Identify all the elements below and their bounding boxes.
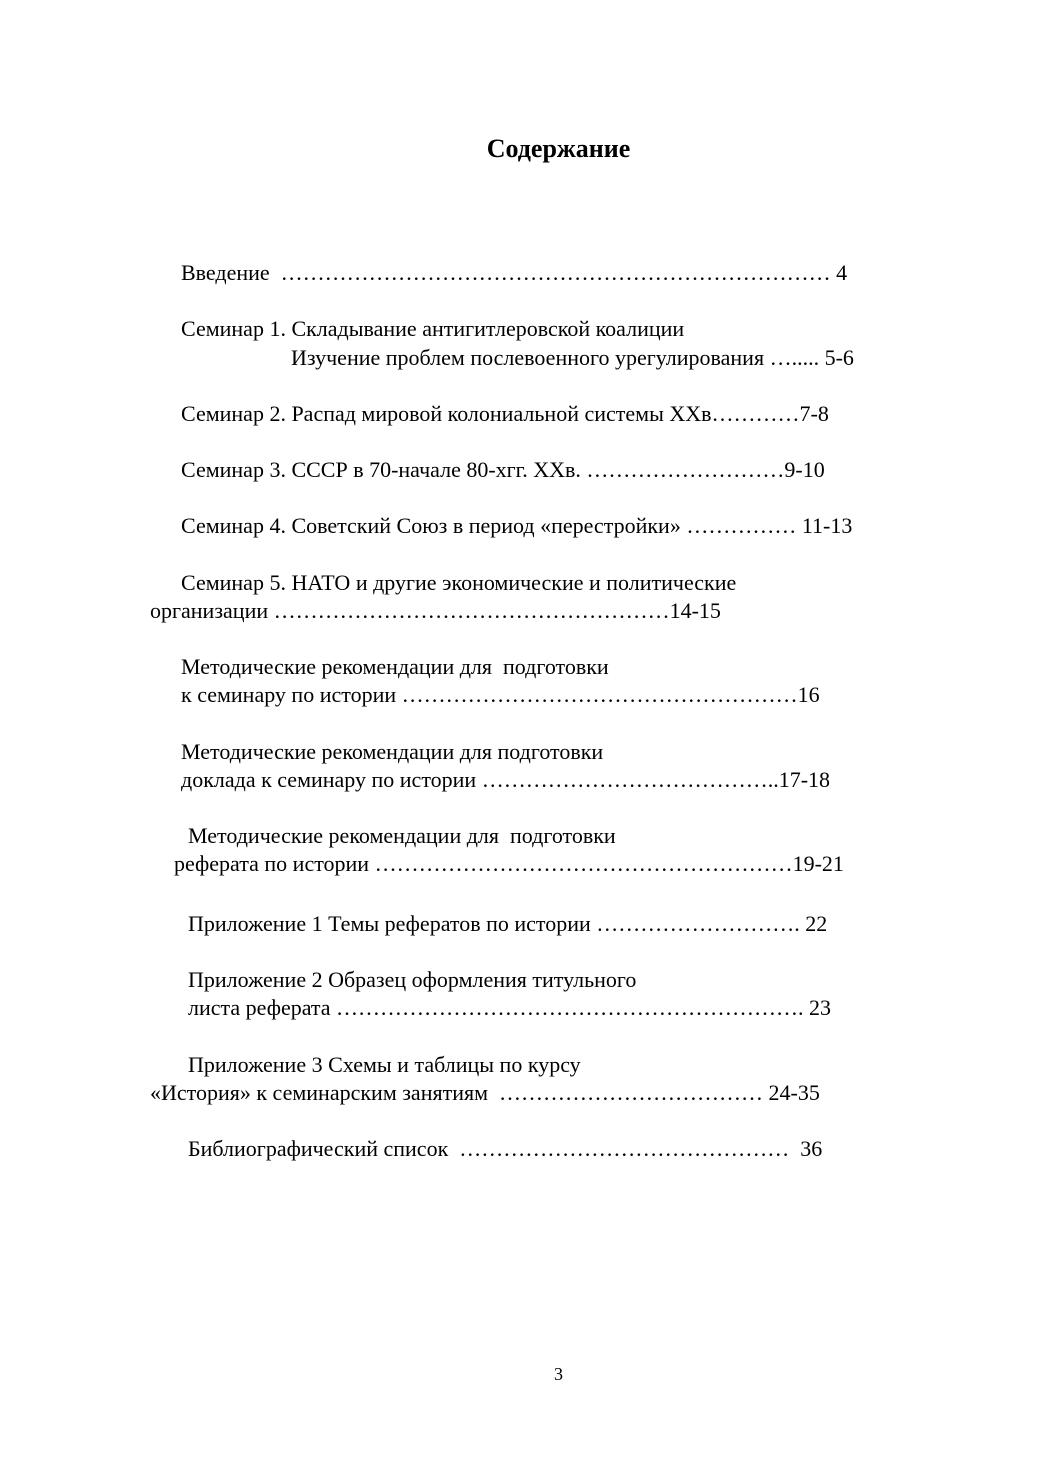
toc-line: Семинар 4. Советский Союз в период «перестройки» …………… 11-13: [181, 513, 853, 538]
toc-line: Семинар 5. НАТО и другие экономические и политические: [181, 570, 737, 595]
toc-line: Семинар 2. Распад мировой колониальной системы XXв…………7-8: [181, 401, 829, 426]
toc-line: реферата по истории …………………………………………………19-21: [174, 851, 844, 876]
page-title: Содержание: [486, 134, 631, 163]
toc-line: Методические рекомендации для подготовки: [181, 654, 609, 679]
toc-line: доклада к семинару по истории …………………………………..17-18: [181, 767, 831, 792]
toc-line: Методические рекомендации для подготовки: [188, 823, 616, 848]
toc-line: Приложение 2 Образец оформления титульного: [188, 967, 637, 992]
toc-line: «История» к семинарским занятиям ……………………………… 24-35: [150, 1080, 820, 1105]
toc-line: Методические рекомендации для подготовки: [181, 739, 604, 764]
toc-line: Приложение 3 Схемы и таблицы по курсу: [188, 1052, 581, 1077]
toc-line: листа реферата ………………………………………………………. 23: [188, 995, 832, 1020]
toc-line: Изучение проблем послевоенного урегулирования …..... 5-6: [291, 345, 854, 370]
toc-line: Приложение 1 Темы рефератов по истории ………………………. 22: [188, 911, 828, 936]
toc-line: Библиографический список ……………………………………… 36: [188, 1136, 823, 1161]
toc-line: Семинар 3. СССР в 70-начале 80-хгг. XXв. ………………………9-10: [181, 457, 825, 482]
toc-line: к семинару по истории ………………………………………………16: [181, 682, 820, 707]
toc-line: организации ………………………………………………14-15: [150, 598, 721, 623]
toc-line: Семинар 1. Складывание антигитлеровской коалиции: [181, 316, 685, 341]
page-number: 3: [554, 1364, 563, 1384]
toc-line: Введение ………………………………………………………………… 4: [181, 260, 848, 285]
